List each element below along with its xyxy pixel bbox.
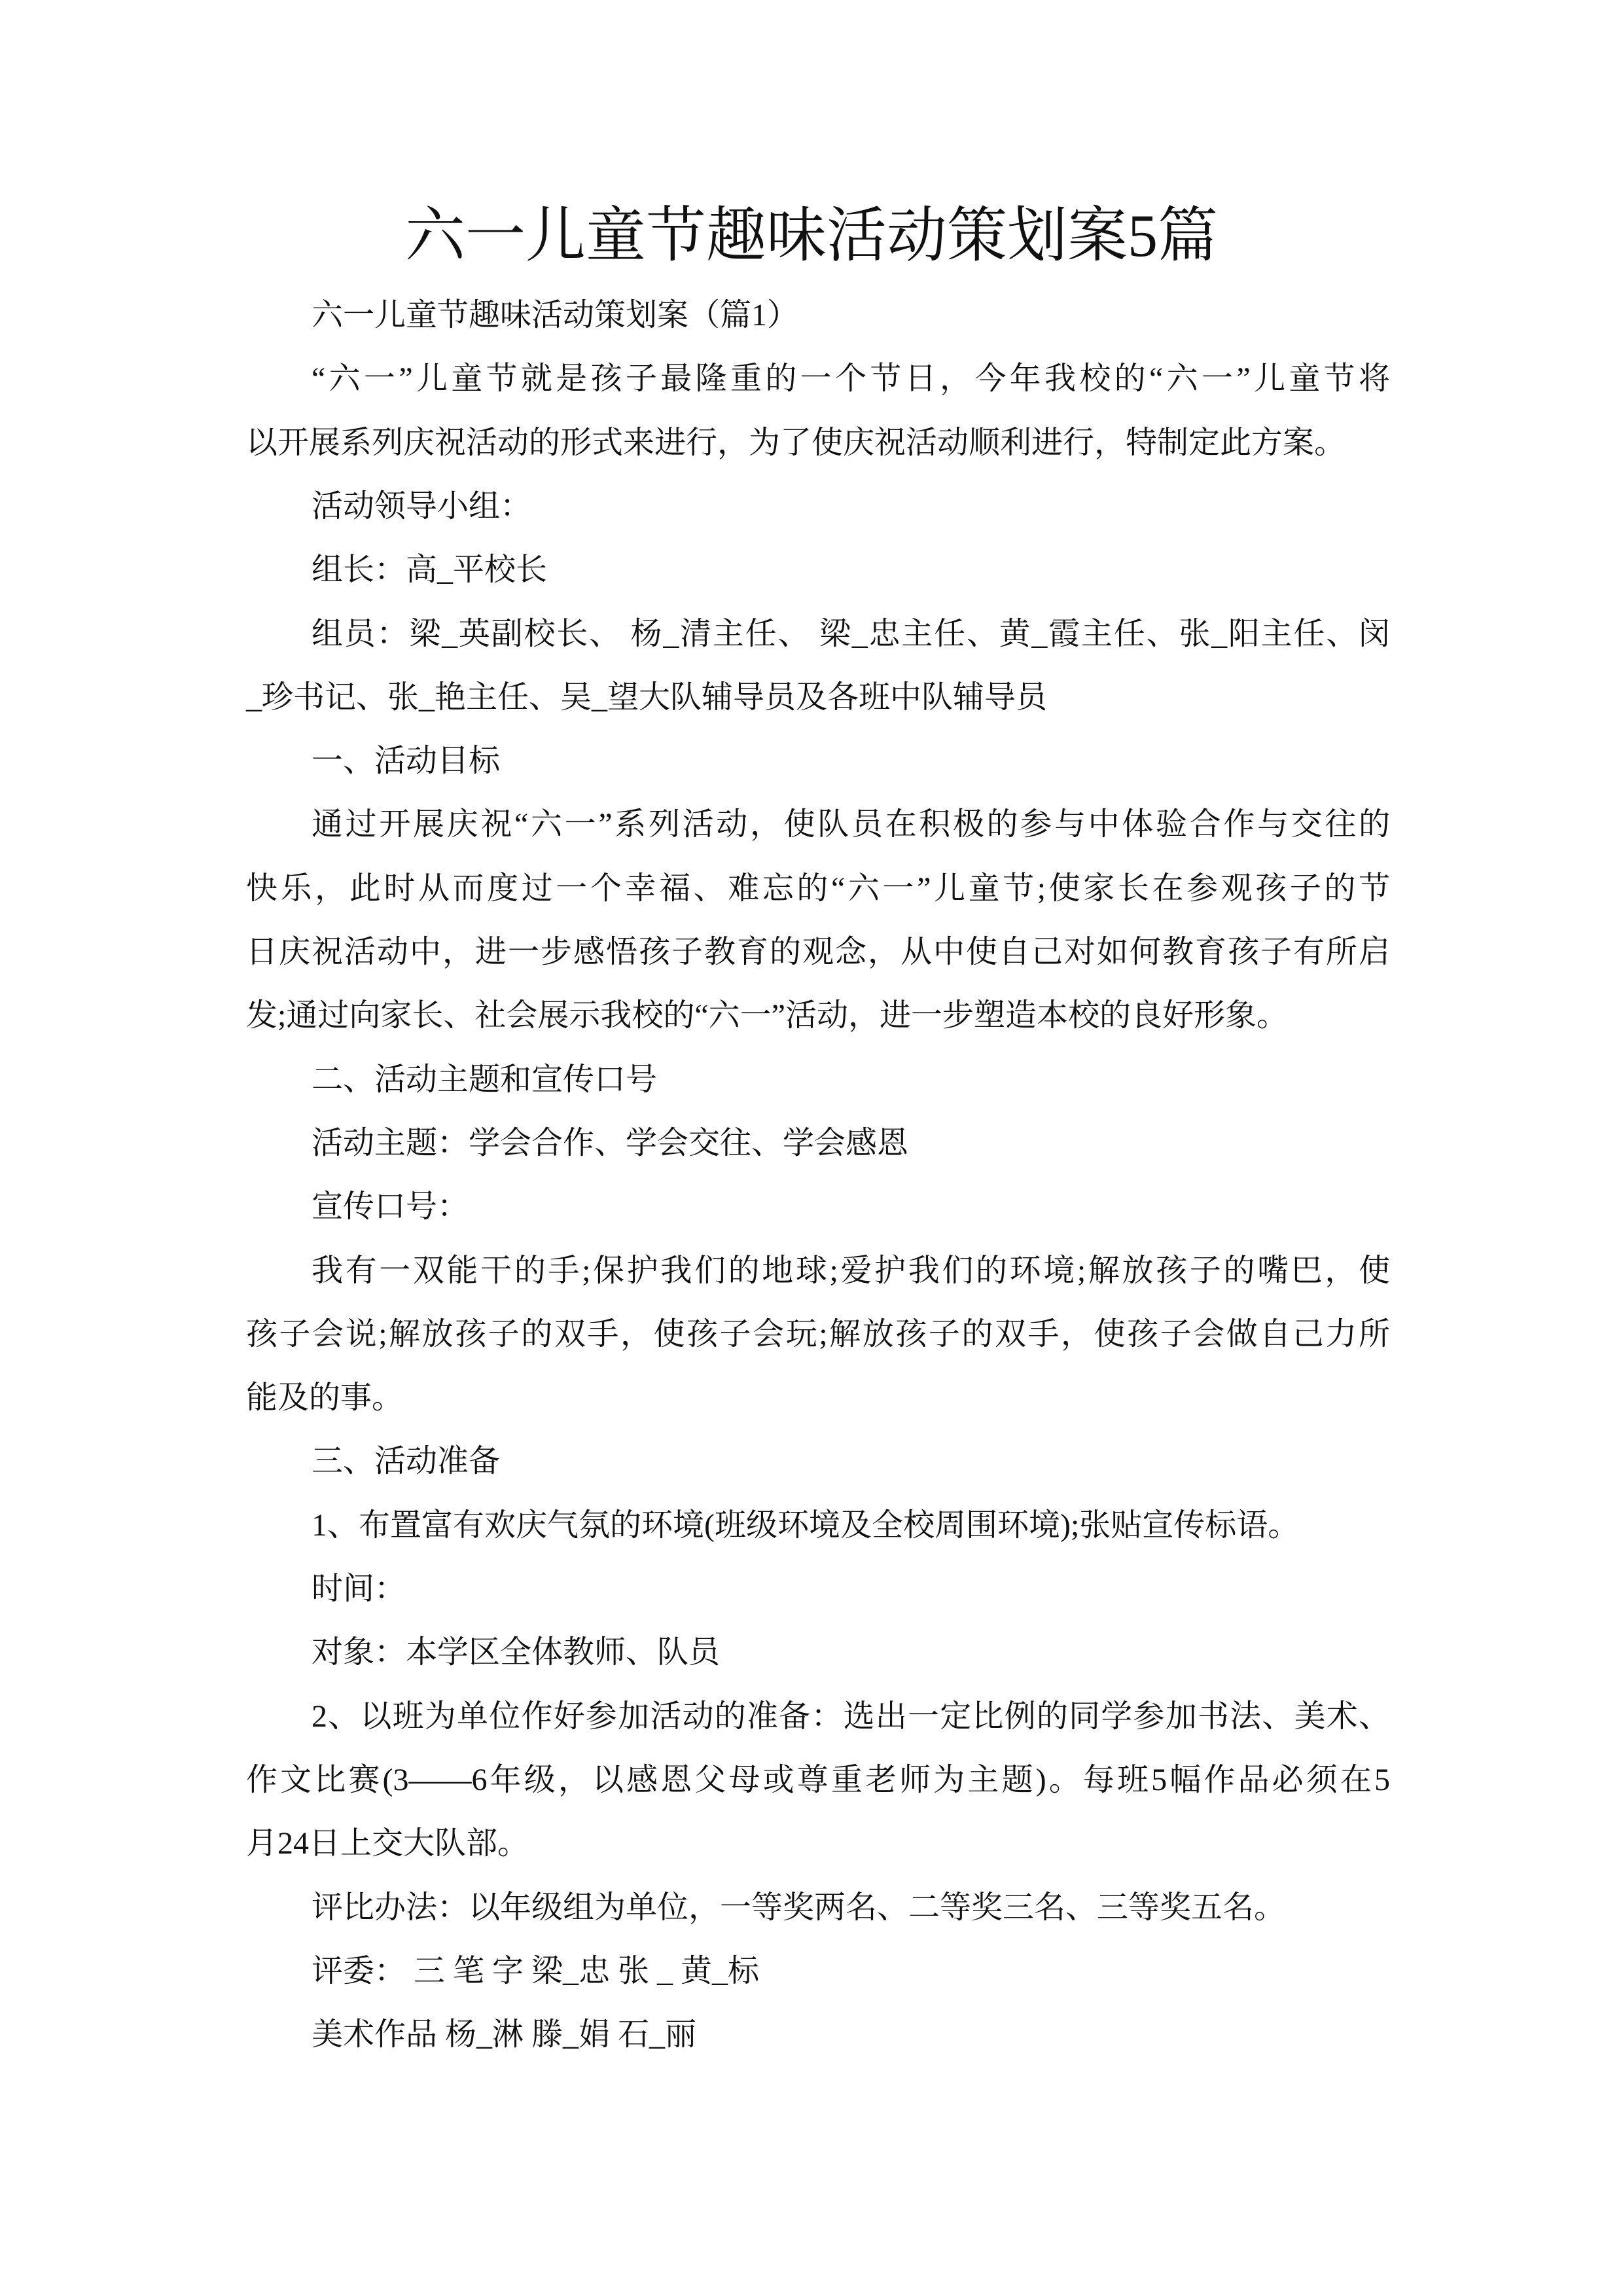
text-line: 通过开展庆祝“六一”系列活动，使队员在积极的参与中体验合作与交往的 (312, 807, 1390, 842)
text-line: 美术作品 杨_淋 滕_娟 石_丽 (312, 2017, 697, 2053)
text-line: 评委： 三 笔 字 梁_忠 张 _ 黄_标 (312, 1953, 760, 1988)
text-line: 2、以班为单位作好参加活动的准备：选出一定比例的同学参加书法、美术、 (312, 1698, 1390, 1734)
text-line: 作文比赛(3——6年级，以感恩父母或尊重老师为主题)。每班5幅作品必须在5 (246, 1762, 1390, 1797)
text-line: 活动领导小组： (312, 488, 532, 524)
text-line: 二、活动主题和宣传口号 (312, 1062, 658, 1097)
text-line: “六一”儿童节就是孩子最隆重的一个节日，今年我校的“六一”儿童节将 (312, 361, 1390, 397)
text-line: 组员：梁_英副校长、 杨_清主任、 梁_忠主任、黄_霞主任、张_阳主任、闵 (312, 616, 1390, 651)
text-line: 以开展系列庆祝活动的形式来进行，为了使庆祝活动顺利进行，特制定此方案。 (246, 425, 1346, 460)
text-line: 快乐，此时从而度过一个幸福、难忘的“六一”儿童节;使家长在参观孩子的节 (246, 870, 1390, 906)
text-line: 活动主题：学会合作、学会交往、学会感恩 (312, 1125, 909, 1160)
text-line: 一、活动目标 (312, 744, 501, 779)
text-line: 组长：高_平校长 (312, 552, 548, 588)
text-line: 对象：本学区全体教师、队员 (312, 1635, 721, 1670)
text-line: 宣传口号： (312, 1189, 469, 1225)
text-line: 1、布置富有欢庆气氛的环境(班级环境及全校周围环境);张贴宣传标语。 (312, 1507, 1300, 1543)
text-line: 六一儿童节趣味活动策划案（篇1） (312, 298, 799, 332)
text-line: 能及的事。 (246, 1380, 404, 1416)
text-line: 评比办法：以年级组为单位，一等奖两名、二等奖三名、三等奖五名。 (312, 1890, 1286, 1925)
text-line: 发;通过向家长、社会展示我校的“六一”活动，进一步塑造本校的良好形象。 (246, 998, 1288, 1033)
text-line: 时间： (312, 1571, 406, 1606)
text-line: 月24日上交大队部。 (246, 1826, 529, 1861)
document-title: 六一儿童节趣味活动策划案5篇 (404, 202, 1218, 269)
text-line: 日庆祝活动中，进一步感悟孩子教育的观念，从中使自己对如何教育孩子有所启 (246, 935, 1390, 969)
text-line: _珍书记、张_艳主任、吴_望大队辅导员及各班中队辅导员 (246, 679, 1048, 715)
text-line: 三、活动准备 (312, 1444, 501, 1479)
text-line: 孩子会说;解放孩子的双手，使孩子会玩;解放孩子的双手，使孩子会做自己力所 (246, 1316, 1390, 1352)
text-line: 我有一双能干的手;保护我们的地球;爱护我们的环境;解放孩子的嘴巴，使 (312, 1253, 1390, 1288)
